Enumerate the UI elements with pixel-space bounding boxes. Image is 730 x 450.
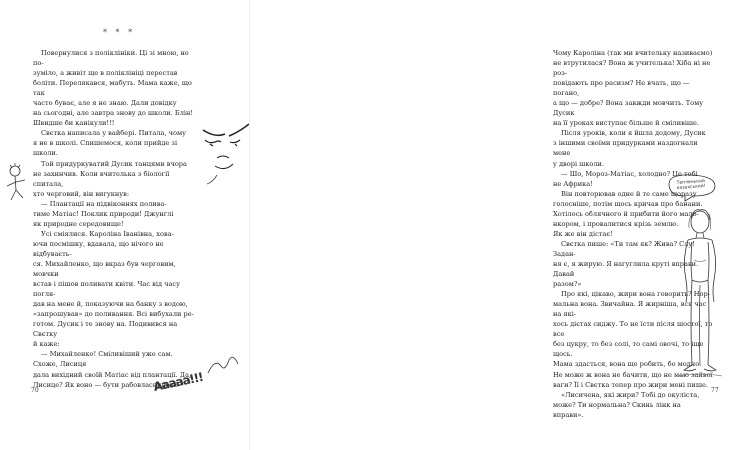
speech-bubble-text: Тепленький казахський! bbox=[676, 179, 706, 191]
text-line: «запрошував» до поливання. Всі вибухали ре- bbox=[33, 310, 194, 319]
page-number-right: 77 bbox=[711, 387, 719, 394]
text-line: а що — добре? Вона завжди мовчить. Тому Дусик bbox=[553, 99, 704, 118]
text-line: без цукру, то без солі, то самі овочі, то іще щось. bbox=[553, 340, 704, 359]
paragraph bbox=[33, 229, 197, 350]
running-figure-doodle bbox=[3, 162, 33, 207]
text-line: я не в школі. Спишемося, коли прийде зі школи. bbox=[33, 139, 178, 158]
text-line: ючи посмішку, вдавала, що нічого не відбуваєть- bbox=[33, 239, 164, 258]
text-line: мальна вона. Звичайна. Я жирніша, вся час на які- bbox=[553, 300, 707, 319]
text-line: з іншими своїми придурками наздогнали мене bbox=[553, 139, 698, 158]
text-line: — Плантації на підвіконнях полива- bbox=[41, 199, 167, 208]
page-number-left: 70 bbox=[31, 387, 39, 394]
text-line: Швидше би канікули!!! bbox=[33, 119, 115, 128]
text-line: Свєтка написала у вайбері. Питала, чому bbox=[41, 129, 186, 138]
text-line: Не може ж вона не бачити, що не маю зайвої bbox=[553, 370, 713, 379]
text-line: — Михайленко! Сміливіший уже сам. Схоже, Лисиця bbox=[33, 350, 173, 369]
text-line: Мама здасться, вона ще робить, бо модно. bbox=[553, 360, 702, 369]
text-line: Повернулися з поліклініки. Ці зі мною, не по- bbox=[33, 49, 189, 68]
text-line: у дворі школи. bbox=[553, 159, 605, 168]
scribble-doodle bbox=[203, 348, 243, 378]
right-page bbox=[250, 0, 719, 450]
text-line: голосніше, потім щось кричав про банани. bbox=[553, 199, 703, 208]
text-line: хось дієтах сиджу. То не їсти після шостої, то все bbox=[553, 320, 713, 339]
text-line: часто буває, але я не знаю. Дали довідку bbox=[33, 99, 177, 108]
paragraph bbox=[33, 199, 197, 229]
text-line: ваги? Її і Свєтка тепер про жири мені пише. bbox=[553, 380, 708, 389]
text-line: встав і пішов поливати квіти. Час від часу погля- bbox=[33, 280, 180, 299]
text-line: не Африка! bbox=[553, 179, 593, 188]
text-line: ся. Михайленко, що вкраз був черговим, мовчки bbox=[33, 259, 176, 279]
text-line: Після уроків, коли я йшла додому, Дусик bbox=[561, 129, 706, 138]
text-line: не втрутилася? Вона ж учителька! Хіба ні не роз- bbox=[553, 59, 711, 78]
text-line: Хотілось облячного й прибити його мало- bbox=[553, 209, 699, 218]
text-line: як природне середовище! bbox=[33, 219, 124, 228]
text-line: дала вихідний своїй Матіас від плантації. Да, bbox=[33, 370, 192, 379]
text-line: разом?» bbox=[553, 280, 582, 289]
text-line: Як же він дістає! bbox=[553, 229, 613, 238]
text-line: — Шо, Мороз-Матіас, холодно? Це тобі bbox=[561, 169, 698, 178]
text-line: Лисице? Як воно — бути рабовласницею? bbox=[33, 380, 179, 389]
text-line: Той придуркуватий Дусик танцями вчора bbox=[41, 159, 187, 168]
text-line: й каже: bbox=[33, 340, 60, 349]
left-page-text bbox=[33, 48, 197, 390]
paragraph bbox=[33, 159, 197, 199]
section-ornament: * * * bbox=[103, 28, 136, 37]
text-line: на її уроках виступає більше й сміливіше. bbox=[553, 119, 700, 128]
text-line: тиме Матіас! Поклик природи! Джунглі bbox=[33, 209, 174, 218]
text-line: на сьогодні, але завтра знову до школи. Блін! bbox=[33, 109, 194, 118]
text-line: ня є, я жирую. Я нагуглила круті вправи. Давай bbox=[553, 259, 699, 279]
text-line: хто черговий, він вигукнув: bbox=[33, 189, 130, 198]
text-line: Про які, цікаво, жири вона говорить? Нор- bbox=[561, 290, 710, 299]
text-line: Він повторював одне й те саме щоразу bbox=[561, 189, 697, 198]
text-line: не захинчив. Коли вчителька з біології спитала, bbox=[33, 169, 170, 188]
text-line: Чому Кароліна (так ми вчительку називаємо) bbox=[553, 49, 713, 57]
left-page bbox=[0, 0, 250, 450]
paragraph bbox=[33, 128, 197, 158]
text-line: може? Ти нормальна? Скинь лінк на вправи». bbox=[553, 400, 681, 419]
text-line: повідають про расизм? Не вчать, що — погано, bbox=[553, 79, 690, 98]
paragraph bbox=[553, 390, 713, 420]
text-line: дав на мене й, показуючи на банку з водою, bbox=[33, 300, 188, 309]
angry-face-doodle bbox=[195, 120, 253, 190]
text-line: Свєтка пише: «Ти там як? Жива? Слу! Задан- bbox=[553, 239, 695, 258]
text-line: боліти. Перелякався, мабуть. Мама каже, що так bbox=[33, 79, 192, 98]
paragraph bbox=[553, 128, 713, 168]
standing-girl-doodle bbox=[670, 200, 730, 390]
text-line: нкором, і провалитися крізь землю. bbox=[553, 219, 679, 228]
text-line: готом. Дусик і те знову на. Подивився на Свєтку bbox=[33, 320, 178, 339]
scream-doodle-text: Ааааа!!! bbox=[152, 369, 205, 395]
text-line: «Лисичена, які жири? Тобі до окуліста, bbox=[561, 390, 700, 399]
paragraph bbox=[553, 48, 713, 128]
text-line: Усі сміялися. Кароліна Іванівна, хова- bbox=[41, 229, 174, 238]
text-line: зуміло, а живіт ще в поліклініці перестав bbox=[33, 69, 178, 78]
paragraph bbox=[33, 48, 197, 128]
